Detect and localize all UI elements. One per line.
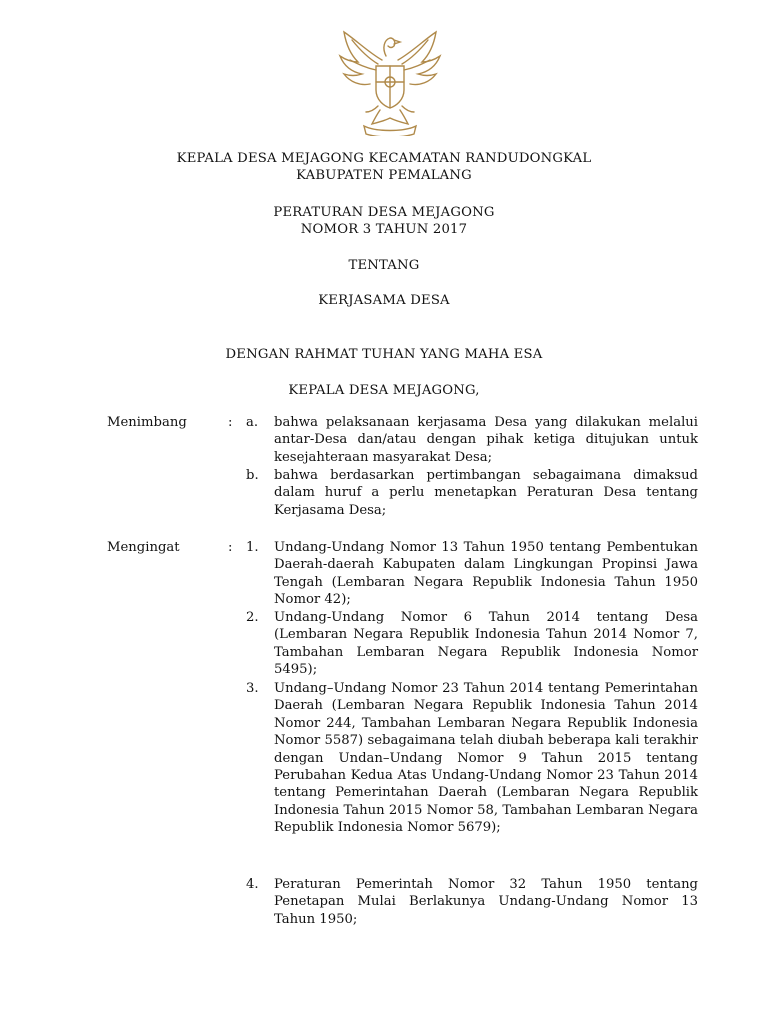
item-marker: 3. (246, 681, 259, 696)
header-line-2: KABUPATEN PEMALANG (296, 168, 472, 183)
mengingat-label: Mengingat (107, 540, 180, 555)
item-text: bahwa berdasarkan pertimbangan sebagaimana dimaksud dalam huruf a perlu menetapkan Peraturan Desa tentang Kerjasama Desa; (274, 468, 698, 518)
item-text: Undang-Undang Nomor 13 Tahun 1950 tentang Pembentukan Daerah-daerah Kabupaten dalam Lingkungan Propinsi Jawa Tengah (Lembaran Negara Republik Indonesia Tahun 1950 Nomor 42); (274, 540, 698, 608)
mengingat-item (246, 876, 698, 928)
menimbang-colon: : (228, 415, 233, 430)
mengingat-item (246, 680, 698, 837)
item-marker: 4. (246, 877, 259, 892)
item-text: bahwa pelaksanaan kerjasama Desa yang dilakukan melalui antar-Desa dan/atau dengan pihak ketiga ditujukan untuk kesejahteraan masyarakat Desa; (274, 415, 698, 465)
header-line-1: KEPALA DESA MEJAGONG KECAMATAN RANDUDONGKAL (176, 151, 592, 166)
garuda-emblem-icon (330, 26, 450, 136)
regulation-number: NOMOR 3 TAHUN 2017 (300, 222, 468, 237)
menimbang-item (246, 467, 698, 519)
item-marker: 1. (246, 540, 259, 555)
authority-line: KEPALA DESA MEJAGONG, (288, 383, 480, 398)
about-label: TENTANG (348, 258, 420, 273)
item-marker: b. (246, 468, 259, 483)
menimbang-item (246, 414, 698, 466)
item-text: Peraturan Pemerintah Nomor 32 Tahun 1950 tentang Penetapan Mulai Berlakunya Undang-Undang Nomor 13 Tahun 1950; (274, 877, 698, 927)
item-marker: a. (246, 415, 259, 430)
regulation-subject: KERJASAMA DESA (318, 293, 450, 308)
mengingat-item (246, 609, 698, 679)
item-text: Undang-Undang Nomor 6 Tahun 2014 tentang Desa (Lembaran Negara Republik Indonesia Tahun 2014 Nomor 7, Tambahan Lembaran Negara Republik Indonesia Nomor 5495); (274, 610, 698, 678)
blessing-line: DENGAN RAHMAT TUHAN YANG MAHA ESA (225, 347, 543, 362)
regulation-title: PERATURAN DESA MEJAGONG (273, 205, 495, 220)
menimbang-label: Menimbang (107, 415, 187, 430)
mengingat-item (246, 539, 698, 609)
item-marker: 2. (246, 610, 259, 625)
item-text: Undang–Undang Nomor 23 Tahun 2014 tentang Pemerintahan Daerah (Lembaran Negara Republik Indonesia Tahun 2014 Nomor 244, Tambahan Lembaran Negara Republik Indonesia Nomor 5587) sebagaimana telah diubah beberapa kali terakhir dengan Undan–Undang Nomor 9 Tahun 2015 tentang Perubahan Kedua Atas Undang-Undang Nomor 23 Tahun 2014 tentang Pemerintahan Daerah (Lembaran Negara Republik Indonesia Tahun 2015 Nomor 58, Tambahan Lembaran Negara Republik Indonesia Nomor 5679); (274, 681, 698, 836)
mengingat-colon: : (228, 540, 233, 555)
